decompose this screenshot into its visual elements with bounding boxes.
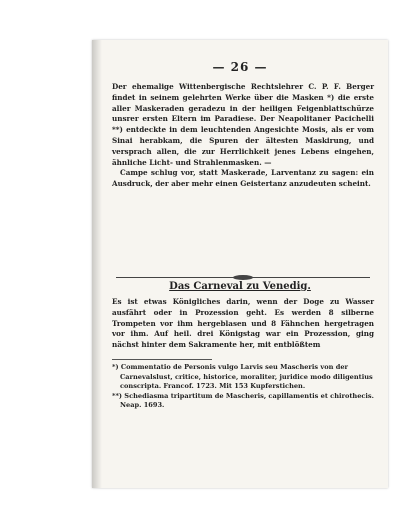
book-page (92, 40, 388, 488)
footnote-1: *) Commentatio de Personis vulgo Larvis seu Mascheris von der Carnevalslust, critice, historice, moraliter, juridice modo diligentius conscripta. Francof. 1723. Mit 153 Kupferstichen. (112, 363, 373, 391)
footnote-rule (112, 359, 212, 360)
footnotes (112, 363, 374, 411)
section-heading: Das Carneval zu Venedig. (169, 281, 311, 292)
footnote-2: **) Schediasma tripartitum de Mascheris, capillamentis et chirothecis. Neap. 1693. (112, 391, 374, 410)
section-divider (116, 277, 370, 278)
paragraph-campe: Campe schlug vor, statt Maskerade, Larventanz zu sagen: ein Ausdruck, der aber mehr einen Geistertanz anzudeuten scheint. (112, 168, 374, 189)
paragraph-venice: Es ist etwas Königliches darin, wenn der Doge zu Wasser ausfährt oder in Prozession geht. Es werden 8 silberne Trompeten vor ihm hergeblasen und 8 Fähnchen hergetragen vor ihm. Auf heil. drei Königstag war ein Prozession, ging nächst hinter dem Sakramente her, mit entblößtem (112, 297, 374, 350)
paragraph-masks-history: Der ehemalige Wittenbergische Rechtslehrer C. P. F. Berger findet in seinem gelehrten Werke über die Masken *) die erste aller Maskeraden geradezu in der heiligen Feigenblattschürze unsrer ersten Eltern im Paradiese. Der Neapolitaner Pacichelli **) entdeckte in dem leuchtenden Angesichte Mosis, als er vom Sinai herabkam, die Spuren der ältesten Maskirung, und versprach allen, die zur Herrlichkeit jenes Lebens eingehen, ähnliche Licht- und Strahlenmasken. — (112, 82, 374, 167)
page-number: — 26 — (212, 60, 268, 74)
page-gutter-shadow (92, 40, 102, 488)
main-text-block (112, 82, 374, 190)
section-text-block (112, 297, 374, 351)
